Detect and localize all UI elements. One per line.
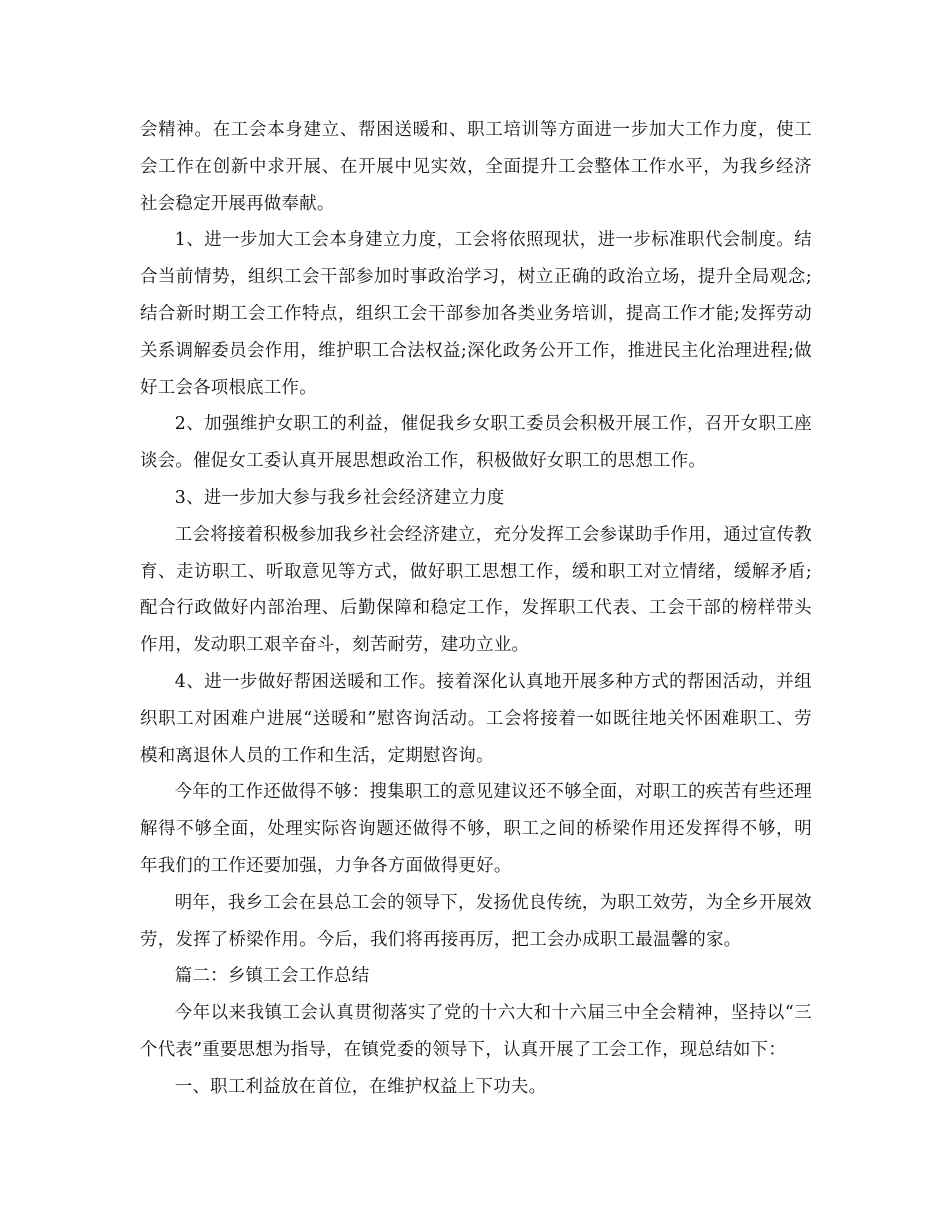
- paragraph-next-year: 明年，我乡工会在县总工会的领导下，发扬优良传统，为职工效劳，为全乡开展效劳，发挥了桥梁作用。今后，我们将再接再厉，把工会办成职工最温馨的家。: [140, 892, 812, 950]
- paragraph-item-4: 4、进一步做好帮困送暖和工作。接着深化认真地开展多种方式的帮困活动，并组织职工对困难户进展“送暖和”慰咨询活动。工会将接着一如既往地关怀困难职工、劳模和离退休人员的工作和生活，定期慰咨询。: [140, 671, 812, 766]
- paragraph-shortcomings: 今年的工作还做得不够：搜集职工的意见建议还不够全面，对职工的疾苦有些还理解得不够全面，处理实际咨询题还做得不够，职工之间的桥梁作用还发挥得不够，明年我们的工作还要加强，力争各方面做得更好。: [140, 782, 812, 876]
- paragraph-continuation: 会精神。在工会本身建立、帮困送暖和、职工培训等方面进一步加大工作力度，使工会工作在创新中求开展、在开展中见实效，全面提升工会整体工作水平，为我乡经济社会稳定开展再做奉献。: [140, 120, 812, 214]
- paragraph-intro-part-two: 今年以来我镇工会认真贯彻落实了党的十六大和十六届三中全会精神，坚持以“三个代表”重要思想为指导，在镇党委的领导下，认真开展了工会工作，现总结如下：: [140, 1003, 812, 1060]
- paragraph-item-3-heading: 3、进一步加大参与我乡社会经济建立力度: [174, 487, 505, 508]
- subheading-section-one: 一、职工利益放在首位，在维护权益上下功夫。: [174, 1076, 547, 1097]
- document-body: [140, 112, 812, 1106]
- paragraph-item-2: 2、加强维护女职工的利益，催促我乡女职工委员会积极开展工作，召开女职工座谈会。催促女工委认真开展思想政治工作，积极做好女职工的思想工作。: [140, 414, 812, 472]
- section-heading-part-two: 篇二：乡镇工会工作总结: [174, 966, 370, 987]
- paragraph-item-1: 1、进一步加大工会本身建立力度，工会将依照现状，进一步标准职代会制度。结合当前情势，组织工会干部参加时事政治学习，树立正确的政治立场，提升全局观念;结合新时期工会工作特点，组织工会干部参加各类业务培训，提高工作才能;发挥劳动关系调解委员会作用，维护职工合法权益;深化政务公开工作，推进民主化治理进程;做好工会各项根底工作。: [140, 230, 812, 398]
- paragraph-item-3-body: 工会将接着积极参加我乡社会经济建立，充分发挥工会参谋助手作用，通过宣传教育、走访职工、听取意见等方式，做好职工思想工作，缓和职工对立情绪，缓解矛盾;配合行政做好内部治理、后勤保障和稳定工作，发挥职工代表、工会干部的榜样带头作用，发动职工艰辛奋斗，刻苦耐劳，建功立业。: [140, 524, 812, 656]
